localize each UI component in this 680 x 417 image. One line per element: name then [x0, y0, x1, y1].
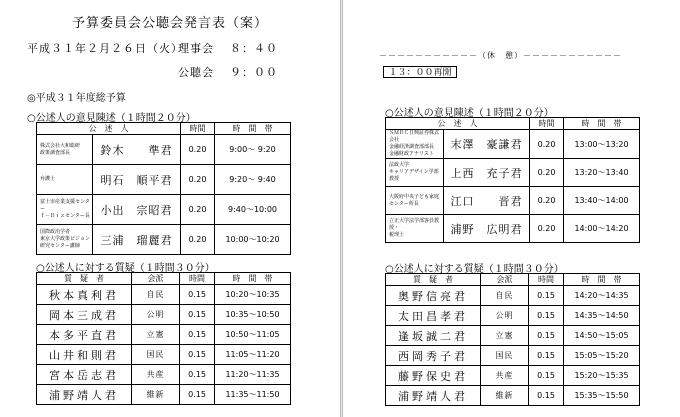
table-row	[37, 385, 291, 405]
name-cell: 浦野靖人君	[37, 385, 132, 405]
opinion-table	[385, 117, 640, 243]
table-row	[386, 346, 640, 366]
party-cell: 共産	[481, 366, 529, 386]
time-cell: 0.20	[530, 187, 564, 215]
affiliation-cell: ＳＭＢＣ日興証券株式会社 金融経済調査部部長 金融財政アナリスト	[386, 130, 444, 159]
table-row	[37, 195, 291, 225]
time-cell: 0.15	[529, 386, 564, 406]
time-cell: 11:05～11:20	[215, 345, 291, 365]
time-cell: 0.20	[530, 215, 564, 243]
affiliation-cell: 弁護士	[37, 165, 93, 195]
column-header: 会派	[132, 273, 180, 285]
name-cell: 逢坂誠二君	[386, 326, 481, 346]
time-cell: 11:35～11:50	[215, 385, 291, 405]
table-row	[37, 285, 291, 305]
name-cell: 上西 充子君	[444, 159, 530, 187]
resume-time-box: １３：００再開	[383, 66, 457, 78]
name-cell: 三浦 瑠麗君	[93, 225, 181, 255]
time-cell: 0.15	[529, 366, 564, 386]
time-cell: 0.15	[529, 286, 564, 306]
time-cell: 0.15	[180, 385, 215, 405]
table-row	[37, 365, 291, 385]
table-row	[386, 326, 640, 346]
meeting-date: 平成３１年２月２６日（火）	[27, 42, 183, 55]
time-cell: 0.15	[180, 345, 215, 365]
table-row	[386, 386, 640, 406]
question-heading: ○公述人に対する質疑（１時間３０分）	[385, 264, 564, 275]
table-row	[37, 325, 291, 345]
table-row	[37, 165, 291, 195]
name-cell: 浦野 広明君	[444, 215, 530, 243]
question-table	[385, 273, 640, 406]
time-cell: 0.20	[181, 135, 215, 165]
budget-label: ◎平成３１年度総予算	[27, 93, 126, 104]
affiliation-cell: 法政大学 キャリアデザイン学部教授	[386, 159, 444, 187]
column-header: 時 間 帯	[215, 123, 291, 135]
name-cell: 奥野信亮君	[386, 286, 481, 306]
time-cell: 13:40～14:00	[564, 187, 640, 215]
time-cell: 9:00～ 9:20	[215, 135, 291, 165]
table-row	[37, 225, 291, 255]
name-cell: 太田昌孝君	[386, 306, 481, 326]
party-cell: 立憲	[481, 326, 529, 346]
affiliation-cell: 大阪府中央子ども家庭センター所長	[386, 187, 444, 215]
time-cell: 0.15	[529, 346, 564, 366]
column-header: 時間	[529, 274, 564, 286]
table-row	[37, 135, 291, 165]
column-header: 質 疑 者	[37, 273, 132, 285]
table-header-row	[37, 273, 291, 285]
party-cell: 立憲	[132, 325, 180, 345]
time-cell: 10:00～10:20	[215, 225, 291, 255]
column-header: 公 述 人	[37, 123, 181, 135]
table-row	[386, 159, 640, 187]
time-cell: 10:50～11:05	[215, 325, 291, 345]
table-row	[386, 286, 640, 306]
affiliation-cell: 株式会社大和総研 政策調査部長	[37, 135, 93, 165]
time-cell: 9:40～10:00	[215, 195, 291, 225]
affiliation-cell: 立正大学法学部客員教授・ 税理士	[386, 215, 444, 243]
table-header-row	[386, 118, 640, 130]
name-cell: 山井和則君	[37, 345, 132, 365]
time-cell: 0.15	[180, 365, 215, 385]
table-header-row	[386, 274, 640, 286]
column-header: 質 疑 者	[386, 274, 481, 286]
question-table	[36, 272, 291, 405]
table-row	[386, 215, 640, 243]
column-header: 公 述 人	[386, 118, 530, 130]
party-cell: 自民	[132, 285, 180, 305]
time-cell: 0.20	[181, 165, 215, 195]
time-cell: 0.15	[529, 326, 564, 346]
time-cell: 14:00～14:20	[564, 215, 640, 243]
column-header: 時 間 帯	[564, 274, 640, 286]
name-cell: 小出 宗昭君	[93, 195, 181, 225]
meeting-label-hearing: 公聴会	[178, 66, 214, 79]
party-cell: 維新	[132, 385, 180, 405]
name-cell: 岡本三成君	[37, 305, 132, 325]
table-header-row	[37, 123, 291, 135]
time-cell: 15:35～15:50	[564, 386, 640, 406]
time-cell: 0.20	[530, 130, 564, 159]
time-cell: 10:35～10:50	[215, 305, 291, 325]
table-row	[386, 366, 640, 386]
right-page	[343, 0, 680, 417]
time-cell: 14:20～14:35	[564, 286, 640, 306]
name-cell: 秋本真利君	[37, 285, 132, 305]
time-cell: 14:35～14:50	[564, 306, 640, 326]
party-cell: 国民	[481, 346, 529, 366]
time-cell: 0.20	[181, 225, 215, 255]
column-header: 時間	[530, 118, 564, 130]
opinion-heading: ○公述人の意見陳述（１時間２０分）	[27, 113, 196, 124]
column-header: 時 間 帯	[564, 118, 640, 130]
party-cell: 国民	[132, 345, 180, 365]
party-cell: 共産	[132, 365, 180, 385]
time-cell: 0.20	[530, 159, 564, 187]
name-cell: 鈴木 準君	[93, 135, 181, 165]
name-cell: 江口 晋君	[444, 187, 530, 215]
time-cell: 0.15	[180, 325, 215, 345]
meeting-time-board: ８：４０	[230, 42, 278, 55]
time-cell: 14:50～15:05	[564, 326, 640, 346]
time-cell: 0.20	[181, 195, 215, 225]
name-cell: 浦野靖人君	[386, 386, 481, 406]
affiliation-cell: 国際政治学者 東京大学政策ビジョン研究センター講師	[37, 225, 93, 255]
affiliation-cell: 富士市産業支援センター ｆ－Ｂｉｚセンター長	[37, 195, 93, 225]
time-cell: 15:05～15:20	[564, 346, 640, 366]
recess-line: －－－－－－－－－－－（休 憩）－－－－－－－－－－－	[379, 51, 622, 60]
meeting-time-hearing: ９：００	[230, 66, 278, 79]
document-title: 予算委員会公聴会発言表（案）	[71, 16, 268, 31]
column-header: 時間	[180, 273, 215, 285]
party-cell: 自民	[481, 286, 529, 306]
time-cell: 0.15	[529, 306, 564, 326]
party-cell: 公明	[132, 305, 180, 325]
opinion-table	[36, 122, 291, 255]
name-cell: 本多平直君	[37, 325, 132, 345]
time-cell: 15:20～15:35	[564, 366, 640, 386]
column-header: 会派	[481, 274, 529, 286]
party-cell: 公明	[481, 306, 529, 326]
name-cell: 藤野保史君	[386, 366, 481, 386]
question-heading: ○公述人に対する質疑（１時間３０分）	[36, 263, 215, 274]
time-cell: 11:20～11:35	[215, 365, 291, 385]
column-header: 時 間 帯	[215, 273, 291, 285]
time-cell: 0.15	[180, 305, 215, 325]
table-row	[37, 345, 291, 365]
column-header: 時間	[181, 123, 215, 135]
name-cell: 明石 順平君	[93, 165, 181, 195]
time-cell: 13:20～13:40	[564, 159, 640, 187]
name-cell: 宮本岳志君	[37, 365, 132, 385]
time-cell: 9:20～ 9:40	[215, 165, 291, 195]
meeting-label-board: 理事会	[178, 42, 214, 55]
table-row	[386, 187, 640, 215]
party-cell: 維新	[481, 386, 529, 406]
name-cell: 西岡秀子君	[386, 346, 481, 366]
table-row	[386, 306, 640, 326]
time-cell: 13:00～13:20	[564, 130, 640, 159]
opinion-heading: ○公述人の意見陳述（１時間２０分）	[385, 108, 554, 119]
name-cell: 末澤 豪謙君	[444, 130, 530, 159]
time-cell: 10:20～10:35	[215, 285, 291, 305]
time-cell: 0.15	[180, 285, 215, 305]
table-row	[386, 130, 640, 159]
table-row	[37, 305, 291, 325]
